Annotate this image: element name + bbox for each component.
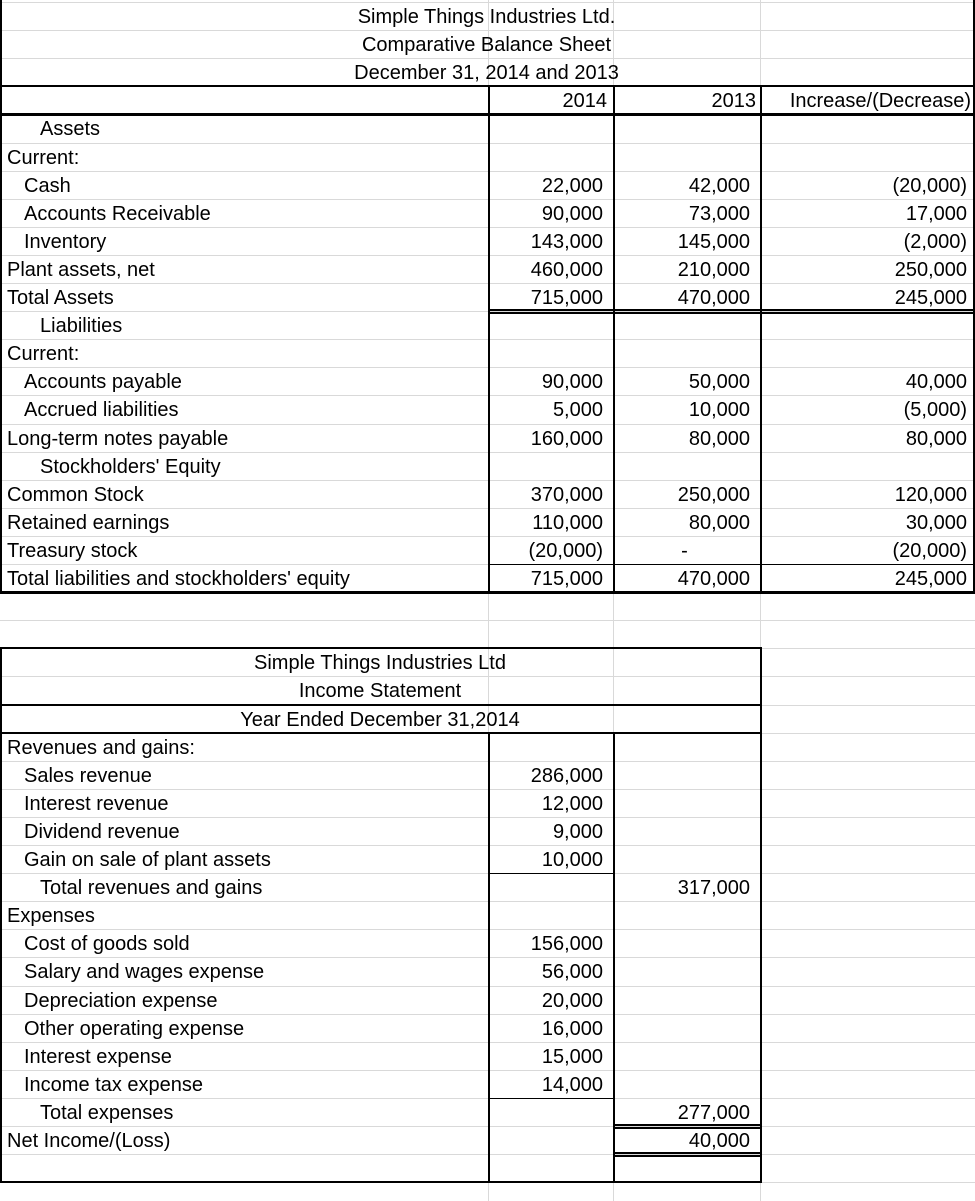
income-title: Income Statement xyxy=(298,680,462,703)
balance-row-label: Inventory xyxy=(24,230,107,253)
income-row-value: 56,000 xyxy=(541,961,603,984)
income-row-label: Income tax expense xyxy=(24,1073,203,1096)
border xyxy=(488,564,975,565)
balance-row-value: 145,000 xyxy=(677,230,750,253)
income-row-label: Other operating expense xyxy=(24,1017,245,1040)
balance-row-value: 460,000 xyxy=(530,258,603,281)
balance-row-label: Accounts payable xyxy=(24,371,182,394)
balance-row-value: 110,000 xyxy=(532,511,603,534)
income-row-value: 9,000 xyxy=(552,820,603,843)
border xyxy=(0,648,2,1182)
balance-row-label: Accounts Receivable xyxy=(24,202,211,225)
balance-row-value: 90,000 xyxy=(541,371,603,394)
income-row-label: Gain on sale of plant assets xyxy=(24,849,271,871)
balance-row-label: Retained earnings xyxy=(7,511,170,534)
border xyxy=(613,1155,760,1157)
income-row-label: Interest revenue xyxy=(24,792,169,815)
balance-sheet-title: Simple Things Industries Ltd. xyxy=(357,6,616,28)
balance-row-label: Cash xyxy=(24,174,71,197)
balance-row-value: 210,000 xyxy=(677,258,750,281)
border xyxy=(488,86,490,592)
income-row-value: 16,000 xyxy=(541,1017,603,1040)
col-header-2013: 2013 xyxy=(711,90,756,113)
border xyxy=(0,86,2,592)
balance-row-value: 143,000 xyxy=(530,230,603,253)
border xyxy=(488,309,975,311)
income-row-label: Total revenues and gains xyxy=(40,877,263,900)
balance-row-label: Common Stock xyxy=(7,483,144,506)
income-row-value: 277,000 xyxy=(677,1101,750,1124)
border xyxy=(488,873,613,874)
border xyxy=(760,648,762,1182)
income-row-label: Salary and wages expense xyxy=(24,961,265,984)
balance-row-value: 22,000 xyxy=(541,174,603,197)
balance-row-label: Long-term notes payable xyxy=(7,427,229,450)
border xyxy=(613,86,615,592)
border xyxy=(760,86,762,592)
col-header-2014: 2014 xyxy=(562,90,607,113)
border xyxy=(488,312,975,314)
income-title: Simple Things Industries Ltd xyxy=(254,652,506,675)
balance-row-label: Assets xyxy=(40,118,101,141)
income-row-label: Net Income/(Loss) xyxy=(7,1130,171,1152)
income-row-label: Dividend revenue xyxy=(24,820,180,843)
border xyxy=(613,1124,760,1126)
balance-row-value: 17,000 xyxy=(905,202,967,225)
balance-row-value: (5,000) xyxy=(903,399,967,422)
income-row-value: 156,000 xyxy=(530,933,603,956)
balance-row-value: - xyxy=(681,539,688,562)
income-row-value: 40,000 xyxy=(688,1130,750,1152)
balance-row-label: Plant assets, net xyxy=(7,258,155,281)
balance-sheet-title: Comparative Balance Sheet xyxy=(361,34,612,57)
balance-row-value: 30,000 xyxy=(905,511,967,534)
balance-row-value: 715,000 xyxy=(530,287,603,309)
balance-row-value: 250,000 xyxy=(894,258,967,281)
border xyxy=(0,0,2,86)
balance-row-value: 470,000 xyxy=(677,287,750,309)
income-row-value: 10,000 xyxy=(541,849,603,871)
border xyxy=(613,1152,760,1154)
balance-row-value: 80,000 xyxy=(688,427,750,450)
income-row-value: 15,000 xyxy=(541,1045,603,1068)
balance-row-value: 245,000 xyxy=(894,287,967,309)
balance-row-label: Total Assets xyxy=(7,287,114,309)
balance-row-value: 10,000 xyxy=(688,399,750,422)
balance-row-value: 370,000 xyxy=(530,483,603,506)
balance-row-label: Current: xyxy=(7,146,80,169)
border xyxy=(613,1127,760,1129)
balance-sheet-title: December 31, 2014 and 2013 xyxy=(354,62,619,85)
balance-row-value: 40,000 xyxy=(905,371,967,394)
border xyxy=(0,647,762,649)
balance-row-value: 120,000 xyxy=(894,483,967,506)
balance-row-value: (20,000) xyxy=(892,174,967,197)
border xyxy=(0,1181,762,1183)
border xyxy=(0,732,762,734)
balance-row-value: (20,000) xyxy=(892,539,967,562)
balance-row-value: 80,000 xyxy=(688,511,750,534)
income-title: Year Ended December 31,2014 xyxy=(240,708,520,731)
balance-row-value: 42,000 xyxy=(688,174,750,197)
income-row-value: 20,000 xyxy=(541,989,603,1012)
balance-row-value: (20,000) xyxy=(528,539,603,562)
border xyxy=(488,1098,613,1099)
income-row-label: Cost of goods sold xyxy=(24,933,190,956)
income-row-label: Expenses xyxy=(7,905,95,928)
border xyxy=(488,733,490,1183)
income-row-label: Total expenses xyxy=(40,1101,174,1124)
income-row-label: Interest expense xyxy=(24,1045,172,1068)
balance-row-value: 715,000 xyxy=(530,568,603,590)
balance-row-value: 160,000 xyxy=(530,427,603,450)
border xyxy=(0,704,762,706)
balance-row-value: 50,000 xyxy=(688,371,750,394)
balance-row-value: 5,000 xyxy=(552,399,603,422)
col-header-change: Increase/(Decrease) xyxy=(789,90,971,113)
income-row-value: 317,000 xyxy=(677,877,750,900)
balance-row-label: Total liabilities and stockholders' equity xyxy=(7,568,350,590)
balance-row-label: Treasury stock xyxy=(7,539,138,562)
balance-row-label: Liabilities xyxy=(40,315,123,338)
income-row-value: 286,000 xyxy=(530,764,603,787)
income-row-value: 12,000 xyxy=(541,792,603,815)
balance-row-value: 470,000 xyxy=(677,568,750,590)
balance-row-value: 73,000 xyxy=(688,202,750,225)
border xyxy=(613,733,615,1183)
balance-row-label: Stockholders' Equity xyxy=(40,455,221,478)
balance-row-value: (2,000) xyxy=(903,230,967,253)
income-row-label: Depreciation expense xyxy=(24,989,218,1012)
income-row-value: 14,000 xyxy=(541,1073,603,1096)
balance-row-value: 80,000 xyxy=(905,427,967,450)
income-row-label: Sales revenue xyxy=(24,764,152,787)
balance-row-value: 250,000 xyxy=(677,483,750,506)
balance-row-label: Current: xyxy=(7,343,80,366)
income-row-label: Revenues and gains: xyxy=(7,736,195,759)
balance-row-value: 90,000 xyxy=(541,202,603,225)
balance-row-label: Accrued liabilities xyxy=(24,399,179,422)
balance-row-value: 245,000 xyxy=(894,568,967,590)
